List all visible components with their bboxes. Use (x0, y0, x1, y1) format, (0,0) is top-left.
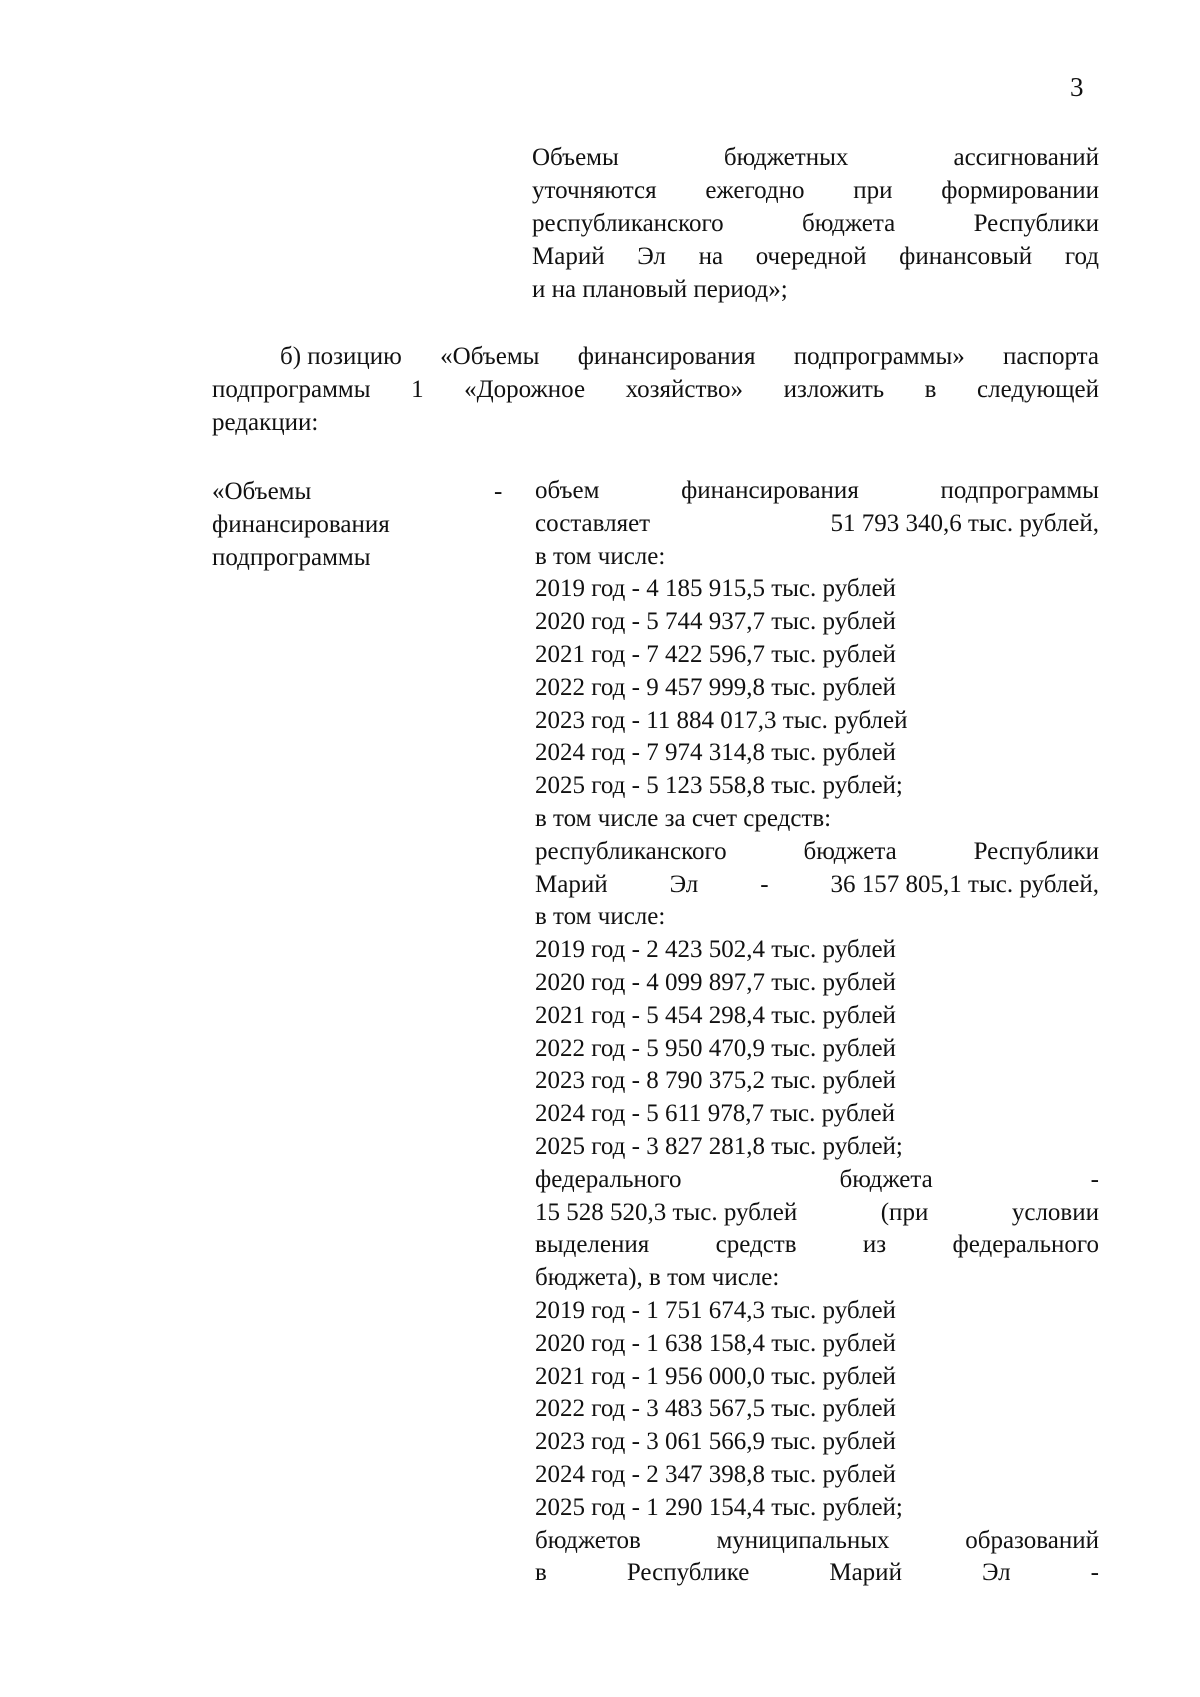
text-word: Марий (532, 243, 605, 270)
text-line (535, 1393, 1099, 1426)
text-word: изложить (783, 376, 885, 403)
text-word: бюджета (802, 210, 896, 237)
position-label (212, 475, 512, 574)
text-word: 2021 год - 7 422 596,7 тыс. рублей (535, 640, 896, 668)
text-word: 2023 год - 11 884 017,3 тыс. рублей (535, 706, 908, 734)
text-word: 2021 год - 1 956 000,0 тыс. рублей (535, 1362, 896, 1390)
text-word: составляет (535, 509, 651, 537)
text-word: бюджета), в том числе: (535, 1264, 780, 1292)
text-word: Эл (981, 1559, 1011, 1587)
text-word: 2024 год - 5 611 978,7 тыс. рублей (535, 1100, 895, 1128)
page-number: 3 (1070, 72, 1084, 102)
text-word: и на плановый период»; (532, 276, 788, 303)
text-word: Эл (637, 243, 666, 270)
text-word: 2025 год - 3 827 281,8 тыс. рублей; (535, 1132, 903, 1160)
text-word: уточняются (532, 177, 657, 204)
text-line (535, 1492, 1099, 1525)
text-line (535, 1557, 1099, 1590)
text-line (535, 934, 1099, 967)
text-line (535, 1000, 1099, 1033)
text-word: - (1090, 1559, 1099, 1587)
text-line (535, 639, 1099, 672)
text-word: Республики (973, 210, 1099, 237)
text-line (535, 541, 1099, 574)
text-word: ежегодно (705, 177, 805, 204)
text-word: 2022 год - 3 483 567,5 тыс. рублей (535, 1395, 896, 1423)
text-word: образований (965, 1526, 1099, 1554)
text-line (535, 672, 1099, 705)
text-word: объем (535, 477, 600, 504)
text-word: федерального (952, 1231, 1099, 1259)
text-word: Объемы (532, 144, 619, 171)
text-line (535, 1361, 1099, 1394)
text-word: 2024 год - 7 974 314,8 тыс. рублей (535, 739, 896, 767)
text-word: «Объемы (440, 343, 540, 370)
text-word: - (760, 870, 769, 898)
text-line (535, 737, 1099, 770)
text-word: бюджетных (723, 144, 849, 171)
text-word: 2023 год - 8 790 375,2 тыс. рублей (535, 1067, 896, 1095)
text-word: 2020 год - 1 638 158,4 тыс. рублей (535, 1329, 896, 1357)
text-word: условии (1011, 1198, 1099, 1226)
text-word: паспорта (1003, 343, 1099, 370)
text-word: Эл (669, 870, 699, 898)
text-word: бюджета (839, 1165, 933, 1193)
text-line (532, 273, 1099, 306)
text-line (532, 207, 1099, 240)
text-word: 1 (411, 376, 424, 403)
text-word: бюджетов (535, 1526, 641, 1554)
text-word: «Дорожное (464, 376, 586, 403)
text-line (535, 606, 1099, 639)
text-word: год (1064, 243, 1099, 270)
text-word: следующей (977, 376, 1099, 403)
item-b-paragraph (212, 340, 1099, 439)
text-word: подпрограммы» (793, 343, 965, 370)
text-line (535, 803, 1099, 836)
text-word: в (924, 376, 937, 403)
label-line: подпрограммы (212, 544, 371, 571)
text-word: подпрограммы (940, 477, 1099, 504)
text-line (535, 967, 1099, 1000)
text-line (535, 1262, 1099, 1295)
text-line (535, 705, 1099, 738)
text-line (535, 1065, 1099, 1098)
text-word: Республике (626, 1559, 750, 1587)
text-line (535, 508, 1099, 541)
text-word: в том числе за счет средств: (535, 804, 832, 832)
budget-note-paragraph (532, 141, 1099, 306)
text-word: финансовый (899, 243, 1033, 270)
text-word: Республики (973, 837, 1099, 865)
text-word: 2020 год - 4 099 897,7 тыс. рублей (535, 968, 896, 996)
text-word: очередной (755, 243, 867, 270)
label-line: финансирования (212, 511, 390, 538)
text-line (535, 1131, 1099, 1164)
text-word: при (853, 177, 893, 204)
text-line (535, 573, 1099, 606)
text-line (535, 1197, 1099, 1230)
text-word: 51 793 340,6 тыс. рублей, (830, 509, 1099, 537)
text-line (535, 1426, 1099, 1459)
text-word: - (1090, 1165, 1099, 1193)
text-word: в (535, 1559, 547, 1587)
text-line (212, 373, 1099, 406)
text-line (535, 836, 1099, 869)
text-word: 2019 год - 1 751 674,3 тыс. рублей (535, 1296, 896, 1324)
text-word: 2023 год - 3 061 566,9 тыс. рублей (535, 1428, 896, 1456)
text-word: 2020 год - 5 744 937,7 тыс. рублей (535, 608, 896, 636)
text-line (535, 1164, 1099, 1197)
text-line (532, 240, 1099, 273)
text-word: 2022 год - 5 950 470,9 тыс. рублей (535, 1034, 896, 1062)
text-line (535, 1033, 1099, 1066)
text-word: 15 528 520,3 тыс. рублей (535, 1198, 798, 1226)
text-word: 2024 год - 2 347 398,8 тыс. рублей (535, 1460, 896, 1488)
text-word: бюджета (803, 837, 897, 865)
text-word: в том числе: (535, 903, 666, 931)
text-word: в том числе: (535, 542, 666, 570)
text-word: выделения (535, 1231, 650, 1259)
text-line (535, 770, 1099, 803)
text-word: редакции: (212, 409, 319, 436)
position-dash: - (494, 478, 503, 505)
text-word: 2025 год - 5 123 558,8 тыс. рублей; (535, 772, 903, 800)
label-line: «Объемы (212, 478, 312, 505)
text-word: республиканского (535, 837, 727, 865)
text-word: муниципальных (716, 1526, 890, 1554)
text-word: 2019 год - 2 423 502,4 тыс. рублей (535, 936, 896, 964)
text-word: хозяйство» (625, 376, 744, 403)
text-word: финансирования (681, 477, 859, 504)
text-word: (при (880, 1198, 929, 1226)
text-word: средств (715, 1231, 797, 1259)
text-line (535, 1525, 1099, 1558)
text-word: из (862, 1231, 887, 1259)
text-word: на (698, 243, 724, 270)
text-line (212, 406, 1099, 439)
text-word: федерального (535, 1165, 682, 1193)
text-line (535, 475, 1099, 508)
text-line (535, 869, 1099, 902)
text-line (532, 174, 1099, 207)
text-line (532, 141, 1099, 174)
financing-content (535, 475, 1099, 1590)
text-word: ассигнований (953, 144, 1099, 171)
text-line (212, 340, 1099, 373)
text-word: Марий (829, 1559, 902, 1587)
text-word: формировании (941, 177, 1099, 204)
text-word: 2022 год - 9 457 999,8 тыс. рублей (535, 673, 896, 701)
text-word: 2025 год - 1 290 154,4 тыс. рублей; (535, 1493, 903, 1521)
text-line (535, 1098, 1099, 1131)
text-word: республиканского (532, 210, 724, 237)
text-word: финансирования (577, 343, 756, 370)
text-line (535, 901, 1099, 934)
text-line (535, 1328, 1099, 1361)
text-line (535, 1295, 1099, 1328)
text-word: 2019 год - 4 185 915,5 тыс. рублей (535, 575, 896, 603)
text-word: Марий (535, 870, 608, 898)
text-word: подпрограммы (212, 376, 371, 403)
text-word: 36 157 805,1 тыс. рублей, (830, 870, 1099, 898)
text-word: 2021 год - 5 454 298,4 тыс. рублей (535, 1001, 896, 1029)
text-line (535, 1229, 1099, 1262)
text-word: б) позицию (280, 343, 402, 370)
text-line (535, 1459, 1099, 1492)
